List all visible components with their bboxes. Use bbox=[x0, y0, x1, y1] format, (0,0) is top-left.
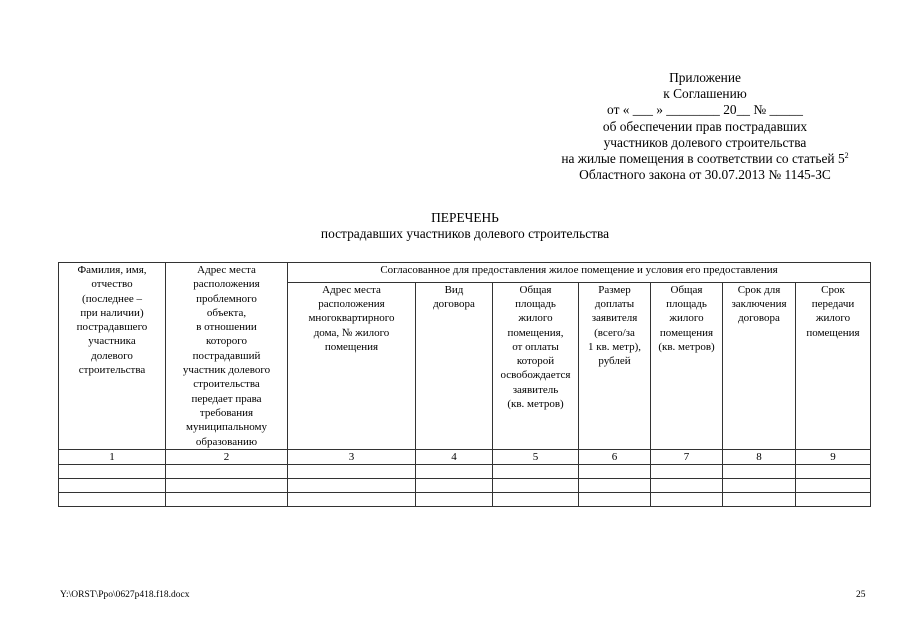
table-cell bbox=[493, 464, 579, 478]
annex-line-participants: участников долевого строительства bbox=[603, 134, 807, 150]
table-cell bbox=[796, 492, 871, 506]
annex-line-rights: об обеспечении прав пострадавших bbox=[602, 118, 808, 134]
header-transfer-deadline: Срок передачи жилого помещения bbox=[796, 282, 871, 449]
document-subtitle: пострадавших участников долевого строительства bbox=[320, 226, 610, 241]
annex-article-text: на жилые помещения в соответствии со статьей 5 bbox=[561, 151, 845, 167]
table-cell bbox=[166, 492, 288, 506]
column-number: 4 bbox=[416, 449, 493, 464]
page-number: 25 bbox=[856, 590, 866, 600]
column-number: 6 bbox=[579, 449, 651, 464]
annex-block bbox=[500, 70, 905, 183]
participants-table bbox=[58, 262, 871, 507]
annex-line-agreement: к Соглашению bbox=[663, 86, 747, 102]
header-problem-object-address: Адрес места расположения проблемного объекта, в отношении которого пострадавший участник долевого строительства передает права требования муниципальному образованию bbox=[166, 263, 288, 450]
table-number-row bbox=[59, 449, 871, 464]
table-row bbox=[59, 492, 871, 506]
table-cell bbox=[723, 464, 796, 478]
table-cell bbox=[59, 492, 166, 506]
table-cell bbox=[416, 464, 493, 478]
header-house-address: Адрес места расположения многоквартирного дома, № жилого помещения bbox=[288, 282, 416, 449]
table-cell bbox=[579, 492, 651, 506]
table-cell bbox=[288, 492, 416, 506]
table-cell bbox=[166, 478, 288, 492]
table-cell bbox=[493, 478, 579, 492]
header-exempt-area: Общая площадь жилого помещения, от оплаты которой освобождается заявитель (кв. метров) bbox=[493, 282, 579, 449]
table-cell bbox=[288, 464, 416, 478]
table-cell bbox=[796, 478, 871, 492]
table-cell bbox=[579, 464, 651, 478]
table-row bbox=[59, 478, 871, 492]
table-row bbox=[59, 464, 871, 478]
annex-line-date: от « ___ » ________ 20__ № _____ bbox=[607, 102, 803, 118]
header-surcharge: Размер доплаты заявителя (всего/за 1 кв. метр), рублей bbox=[579, 282, 651, 449]
column-number: 3 bbox=[288, 449, 416, 464]
document-heading bbox=[150, 210, 780, 242]
column-number: 1 bbox=[59, 449, 166, 464]
footer-file-path: Y:\ORST\Ppo\0627p418.f18.docx bbox=[60, 590, 190, 600]
annex-article-superscript: 2 bbox=[844, 151, 849, 161]
table-cell bbox=[288, 478, 416, 492]
table-cell bbox=[416, 492, 493, 506]
table-cell bbox=[651, 464, 723, 478]
header-contract-type: Вид договора bbox=[416, 282, 493, 449]
table-cell bbox=[723, 478, 796, 492]
annex-title: Приложение bbox=[669, 70, 741, 85]
table-cell bbox=[59, 478, 166, 492]
header-full-name: Фамилия, имя, отчество (последнее – при наличии) пострадавшего участника долевого строительства bbox=[59, 263, 166, 450]
table-header-row-1 bbox=[59, 263, 871, 283]
column-number: 2 bbox=[166, 449, 288, 464]
document-title: ПЕРЕЧЕНЬ bbox=[431, 210, 499, 225]
table-cell bbox=[651, 478, 723, 492]
column-number: 7 bbox=[651, 449, 723, 464]
header-total-area: Общая площадь жилого помещения (кв. метров) bbox=[651, 282, 723, 449]
header-contract-deadline: Срок для заключения договора bbox=[723, 282, 796, 449]
table-cell bbox=[493, 492, 579, 506]
table-cell bbox=[579, 478, 651, 492]
annex-line-law: Областного закона от 30.07.2013 № 1145-ЗС bbox=[579, 167, 831, 183]
header-agreed-premises-group: Согласованное для предоставления жилое помещение и условия его предоставления bbox=[288, 263, 871, 283]
table-cell bbox=[166, 464, 288, 478]
table-cell bbox=[59, 464, 166, 478]
table-cell bbox=[796, 464, 871, 478]
column-number: 5 bbox=[493, 449, 579, 464]
table-cell bbox=[723, 492, 796, 506]
table-cell bbox=[651, 492, 723, 506]
column-number: 9 bbox=[796, 449, 871, 464]
column-number: 8 bbox=[723, 449, 796, 464]
table-cell bbox=[416, 478, 493, 492]
annex-line-article bbox=[500, 151, 905, 167]
